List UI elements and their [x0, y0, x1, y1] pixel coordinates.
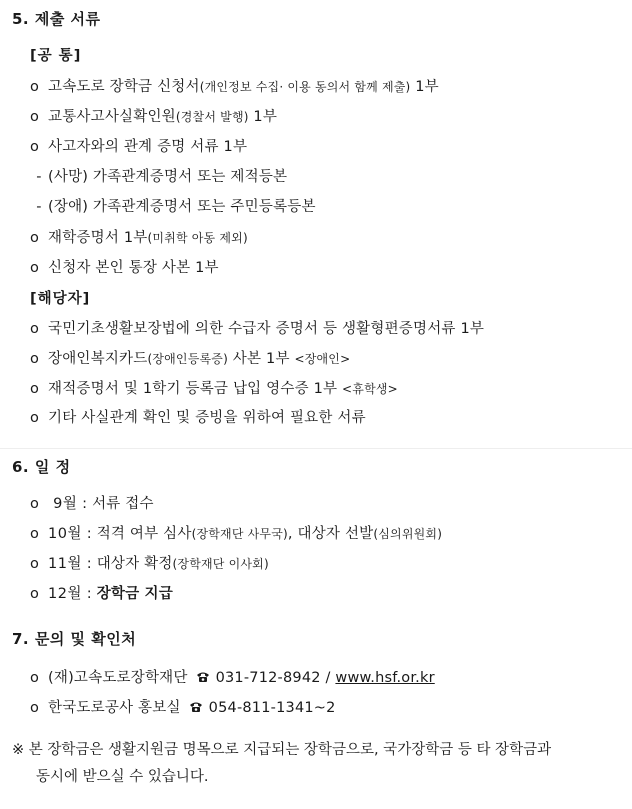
list-item: - (사망) 가족관계증명서 또는 제적등본 — [36, 169, 288, 185]
section-6-title: 6. 일 정 — [12, 458, 71, 476]
telephone-icon — [196, 671, 210, 681]
list-item: o 재학증명서 1부(미취학 아동 제외) — [30, 230, 248, 246]
schedule-item: o 10월 : 적격 여부 심사(장학재단 사무국), 대상자 선발(심의위원회) — [30, 526, 443, 542]
contact-item: o (재)고속도로장학재단 031-712-8942 / www.hsf.or.kr — [30, 670, 435, 686]
list-item: o 신청자 본인 통장 사본 1부 — [30, 260, 219, 276]
common-heading: [공 통] — [30, 48, 82, 64]
section-7-title: 7. 문의 및 확인처 — [12, 630, 137, 648]
telephone-icon — [189, 701, 203, 711]
schedule-item: o 9월 : 서류 접수 — [30, 496, 154, 512]
list-item: o 기타 사실관계 확인 및 증빙을 위하여 필요한 서류 — [30, 410, 366, 426]
section-5-title: 5. 제출 서류 — [12, 10, 101, 28]
applicable-heading: [해당자] — [30, 291, 91, 307]
list-item: o 국민기초생활보장법에 의한 수급자 증명서 등 생활형편증명서류 1부 — [30, 321, 485, 337]
list-item: o 교통사고사실확인원(경찰서 발행) 1부 — [30, 109, 278, 125]
list-item: - (장애) 가족관계증명서 또는 주민등록등본 — [36, 199, 316, 215]
website-link[interactable]: www.hsf.or.kr — [335, 670, 435, 686]
list-item: o 사고자와의 관계 증명 서류 1부 — [30, 139, 248, 155]
list-item: o 재적증명서 및 1학기 등록금 납입 영수증 1부 <휴학생> — [30, 381, 398, 397]
schedule-item: o 11월 : 대상자 확정(장학재단 이사회) — [30, 556, 269, 572]
list-item: o 장애인복지카드(장애인등록증) 사본 1부 <장애인> — [30, 351, 351, 367]
contact-item: o 한국도로공사 홍보실 054-811-1341~2 — [30, 700, 336, 716]
list-item: o 고속도로 장학금 신청서(개인정보 수집· 이용 동의서 함께 제출) 1부 — [30, 79, 439, 95]
schedule-item: o 12월 : 장학금 지급 — [30, 586, 173, 602]
section-divider — [0, 448, 632, 449]
footnote: ※ 본 장학금은 생활지원금 명목으로 지급되는 장학금으로, 국가장학금 등 타 장학금과 동시에 받으실 수 있습니다. — [12, 742, 552, 785]
